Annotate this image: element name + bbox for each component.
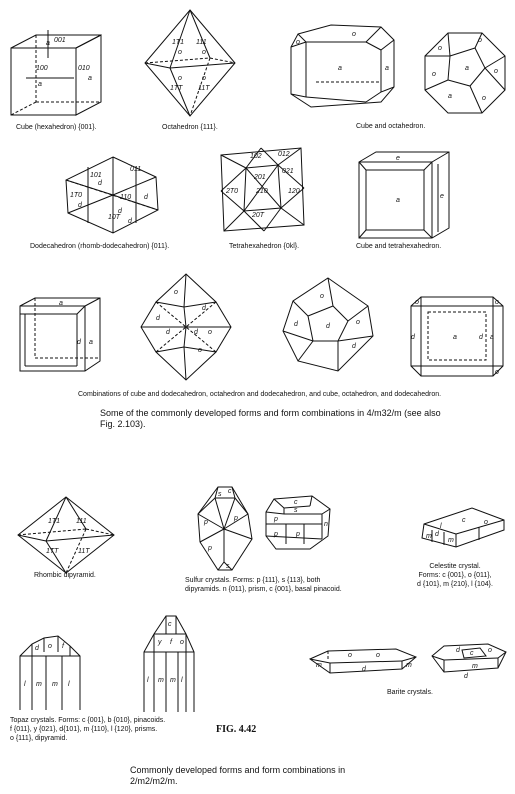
cube-oct2-label: a <box>448 93 452 100</box>
topaz-crystal-2-figure <box>140 612 200 712</box>
combo2-label: d <box>156 315 160 322</box>
rhombic-label: 1TT <box>46 548 59 555</box>
barite2-label: c <box>470 650 474 657</box>
topaz1-label: o <box>48 643 52 650</box>
celestite-label: c <box>462 517 466 524</box>
combo4-label: a <box>490 334 494 341</box>
caption-combinations: Combinations of cube and dodecahedron, octahedron and dodecahedron, and cube, octahedron, and dodecahedron. <box>78 391 442 398</box>
topaz2-label: l <box>147 677 149 684</box>
tetra-label: 021 <box>282 168 294 175</box>
sulfur2-label: s <box>294 507 298 514</box>
cube-oct2-label: o <box>432 71 436 78</box>
sulfur1-label: p <box>234 515 238 522</box>
oct-label: 1T1 <box>172 39 185 46</box>
sulfur1-label: p <box>204 519 208 526</box>
caption-cube: Cube (hexahedron) {001}. <box>16 124 97 131</box>
combo3-label: d <box>326 323 330 330</box>
cube-tetra-label: e <box>396 155 400 162</box>
sulfur-crystal-1-figure <box>190 484 260 574</box>
dodeca-label: d <box>128 218 132 225</box>
barite-crystal-1-figure <box>306 645 418 677</box>
cube-figure <box>6 30 106 120</box>
cube-oct2-label: a <box>465 65 469 72</box>
cube-oct-label: o <box>352 31 356 38</box>
barite-crystal-2-figure <box>428 638 510 678</box>
caption-cube-tetrahexahedron: Cube and tetrahexahedron. <box>356 243 442 250</box>
barite1-label: m <box>406 662 412 669</box>
barite1-label: m <box>316 662 322 669</box>
combo-cube-dodeca-figure <box>15 296 105 376</box>
topaz1-label: f <box>62 643 64 650</box>
combo4-label: o <box>495 369 499 376</box>
combo-cube-oct-dodeca-figure <box>278 276 378 376</box>
topaz1-label: m <box>36 681 42 688</box>
caption-cube-octahedron: Cube and octahedron. <box>356 123 426 130</box>
dodeca-label: 1T0 <box>70 192 83 199</box>
combo3-label: d <box>352 343 356 350</box>
rhombic-label: 111 <box>76 518 87 525</box>
combo4-label: d <box>411 334 415 341</box>
caption-top: Some of the commonly developed forms and form combinations in 4/m32/m (see also Fig. 2.103). <box>100 408 441 429</box>
cube-label: a <box>46 40 50 47</box>
caption-dodecahedron: Dodecahedron (rhomb-dodecahedron) {011}. <box>30 243 170 250</box>
topaz-crystal-1-figure <box>18 628 88 710</box>
cube-label: 010 <box>78 65 90 72</box>
topaz1-label: l <box>68 681 70 688</box>
sulfur2-label: n <box>324 521 328 528</box>
cube-oct2-label: o <box>494 68 498 75</box>
tetra-label: 201 <box>254 174 266 181</box>
sulfur2-label: p <box>274 531 278 538</box>
combo2-label: o <box>198 347 202 354</box>
topaz1-label: m <box>52 681 58 688</box>
cube-oct2-label: o <box>482 95 486 102</box>
topaz2-label: f <box>170 639 172 646</box>
celestite-label: m <box>426 533 432 540</box>
caption-bottom: Commonly developed forms and form combinations in 2/m2/m2/m. <box>130 765 346 786</box>
combo1-label: d <box>77 339 81 346</box>
dodeca-label: d <box>144 194 148 201</box>
combo4-label: d <box>479 334 483 341</box>
barite1-label: o <box>376 652 380 659</box>
dodecahedron-figure <box>58 155 168 235</box>
cube-label: 001 <box>54 37 66 44</box>
topaz2-label: l <box>181 677 183 684</box>
cube-oct-label: a <box>338 65 342 72</box>
rhombic-dipyramid-figure <box>16 495 116 575</box>
celestite-label: d <box>435 531 439 538</box>
celestite-label: m <box>448 537 454 544</box>
topaz2-label: y <box>158 639 162 646</box>
tetra-label: 2T0 <box>226 188 239 195</box>
cube-oct2-label: o <box>438 45 442 52</box>
celestite-label: l <box>440 523 442 530</box>
caption-tetrahexahedron: Tetrahexahedron {0kl}. <box>229 243 300 250</box>
cube-label: a <box>38 81 42 88</box>
topaz2-label: m <box>158 677 164 684</box>
sulfur-crystal-2-figure <box>262 494 334 552</box>
cube-tetrahexahedron-figure <box>354 150 454 240</box>
barite2-label: o <box>488 647 492 654</box>
combo2-label: d <box>202 305 206 312</box>
oct-label: 11T <box>198 85 210 92</box>
cube-label: a <box>88 75 92 82</box>
sulfur2-label: c <box>294 499 298 506</box>
topaz2-label: m <box>170 677 176 684</box>
caption-sulfur: Sulfur crystals. Forms: p {111}, s {113}, both dipyramids. n {011}, prism, c {001}, basal pinacoid. <box>185 577 342 593</box>
octahedron-figure <box>140 8 240 118</box>
rhombic-label: 11T <box>78 548 90 555</box>
combo4-label: o <box>495 299 499 306</box>
oct-label: 111 <box>196 39 207 46</box>
sulfur1-label: p <box>208 545 212 552</box>
rhombic-label: 1T1 <box>48 518 61 525</box>
tetra-label: 102 <box>250 153 262 160</box>
cube-tetra-label: a <box>396 197 400 204</box>
tetra-label: 20T <box>252 212 265 219</box>
figure-number: FIG. 4.42 <box>216 724 257 735</box>
sulfur1-label: s <box>218 491 222 498</box>
barite1-label: o <box>348 652 352 659</box>
topaz2-label: o <box>180 639 184 646</box>
combo1-label: a <box>89 339 93 346</box>
combo2-label: d <box>194 329 198 336</box>
caption-rhombic: Rhombic dipyramid. <box>34 572 96 579</box>
sulfur1-label: s <box>226 563 230 570</box>
cube-oct-label: a <box>385 65 389 72</box>
cube-oct-label: o <box>296 39 300 46</box>
oct-label: o <box>202 75 206 82</box>
dodeca-label: d <box>78 202 82 209</box>
cube-octahedron-2-figure <box>420 28 510 118</box>
cube-tetra-label: e <box>440 193 444 200</box>
cube-octahedron-figure <box>286 22 396 112</box>
tetra-label: 210 <box>256 188 268 195</box>
oct-label: 1TT <box>170 85 183 92</box>
caption-topaz: Topaz crystals. Forms: c {001}, b {010}, pinacoids. f {011}, y {021}, d{101}, m {110}, l {120}, prisms. o {111}, dipyramid. <box>10 717 166 742</box>
dodeca-label: 101 <box>90 172 102 179</box>
celestite-figure <box>414 502 509 552</box>
barite1-label: d <box>362 666 366 673</box>
combo3-label: o <box>320 293 324 300</box>
topaz1-label: l <box>24 681 26 688</box>
tetra-label: 012 <box>278 151 290 158</box>
combo2-label: d <box>166 329 170 336</box>
barite2-label: m <box>472 663 478 670</box>
caption-barite: Barite crystals. <box>387 689 433 696</box>
sulfur2-label: p <box>296 531 300 538</box>
tetra-label: 120 <box>288 188 300 195</box>
dodeca-label: 011 <box>130 166 142 173</box>
combo3-label: o <box>356 319 360 326</box>
caption-celestite: Celestite crystal. Forms: c {001}, o {011}, d {101}, m {210}, l {104}. <box>417 563 493 588</box>
combo4-label: o <box>415 299 419 306</box>
celestite-label: o <box>484 519 488 526</box>
cube-label: 100 <box>36 65 48 72</box>
combo2-label: o <box>208 329 212 336</box>
dodeca-label: 10T <box>108 214 121 221</box>
combo1-label: a <box>59 300 63 307</box>
barite2-label: d <box>464 673 468 680</box>
oct-label: o <box>178 75 182 82</box>
caption-octahedron: Octahedron {111}. <box>162 124 218 131</box>
oct-label: o <box>178 49 182 56</box>
dodeca-label: d <box>118 208 122 215</box>
cube-oct2-label: o <box>478 37 482 44</box>
tetrahexahedron-figure <box>216 143 306 233</box>
combo3-label: d <box>294 321 298 328</box>
oct-label: o <box>202 49 206 56</box>
sulfur1-label: c <box>228 488 232 495</box>
barite2-label: d <box>456 647 460 654</box>
combo4-label: a <box>453 334 457 341</box>
sulfur2-label: p <box>274 516 278 523</box>
dodeca-label: 110 <box>120 194 132 201</box>
combo2-label: o <box>174 289 178 296</box>
topaz1-label: d <box>35 645 39 652</box>
dodeca-label: d <box>98 180 102 187</box>
combo-oct-dodeca-figure <box>136 272 236 382</box>
combo-cube-oct-dodeca-2-figure <box>403 294 508 379</box>
topaz2-label: c <box>168 621 172 628</box>
